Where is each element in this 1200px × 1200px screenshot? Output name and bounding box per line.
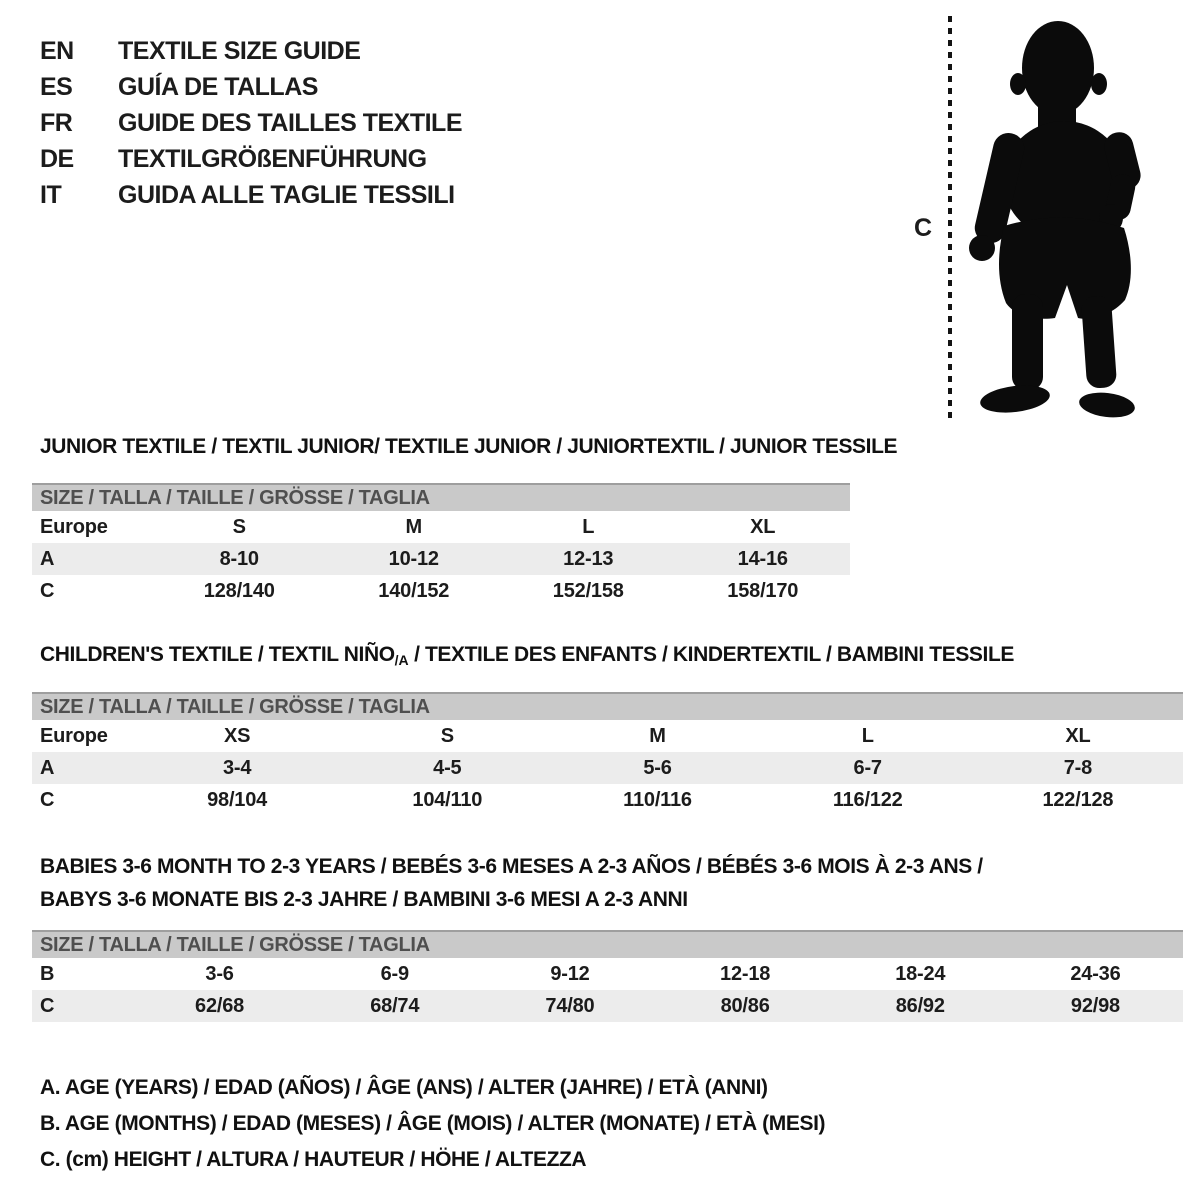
age-cell: 7-8 — [1063, 756, 1093, 779]
age-cell: 10-12 — [388, 547, 439, 570]
size-cell: M — [405, 515, 422, 538]
height-cell: 122/128 — [1042, 788, 1114, 811]
age-cell: 3-4 — [222, 756, 252, 779]
babies-section-title — [40, 850, 983, 916]
table-row-height — [32, 575, 850, 607]
legend-notes — [40, 1070, 825, 1178]
size-cell: XS — [223, 724, 251, 747]
language-row-de — [40, 141, 462, 177]
size-cell: XL — [750, 515, 776, 538]
height-cell: 98/104 — [207, 788, 268, 811]
guide-title-de: TEXTILGRÖßENFÜHRUNG — [118, 145, 427, 173]
height-cell: 74/80 — [545, 994, 595, 1017]
months-cell: 12-18 — [720, 962, 771, 985]
babies-title-line2: BABYS 3-6 MONATE BIS 2-3 JAHRE / BAMBINI 3-6 MESI A 2-3 ANNI — [40, 888, 688, 911]
height-measure-label: C — [914, 214, 932, 242]
height-cell: 80/86 — [720, 994, 770, 1017]
age-cell: 12-13 — [563, 547, 614, 570]
size-cell: S — [440, 724, 454, 747]
height-cell: 158/170 — [727, 579, 799, 602]
row-label: C — [40, 788, 55, 811]
months-cell: 6-9 — [380, 962, 409, 985]
children-title-suffix: / TEXTILE DES ENFANTS / KINDERTEXTIL / BAMBINI TESSILE — [408, 643, 1015, 666]
babies-title-line1: BABIES 3-6 MONTH TO 2-3 YEARS / BEBÉS 3-6 MESES A 2-3 AÑOS / BÉBÉS 3-6 MOIS À 2-3 ANS / — [40, 855, 983, 878]
height-cell: 152/158 — [552, 579, 624, 602]
row-label: Europe — [40, 515, 108, 538]
row-label: A — [40, 547, 55, 570]
size-header-bar: SIZE / TALLA / TAILLE / GRÖSSE / TAGLIA — [32, 483, 850, 511]
language-code: IT — [40, 181, 62, 209]
language-code: FR — [40, 109, 73, 137]
language-row-it — [40, 177, 462, 213]
note-height-cm: C. (cm) HEIGHT / ALTURA / HAUTEUR / HÖHE / ALTEZZA — [40, 1148, 587, 1171]
note-age-months: B. AGE (MONTHS) / EDAD (MESES) / ÂGE (MOIS) / ALTER (MONATE) / ETÀ (MESI) — [40, 1112, 826, 1135]
children-size-table — [32, 692, 1183, 816]
language-row-fr — [40, 105, 462, 141]
table-row-age — [32, 752, 1183, 784]
age-cell: 8-10 — [219, 547, 259, 570]
table-row-height — [32, 784, 1183, 816]
height-cell: 92/98 — [1070, 994, 1120, 1017]
language-title-block — [40, 33, 462, 213]
language-code: DE — [40, 145, 74, 173]
months-cell: 3-6 — [205, 962, 234, 985]
junior-section-title: JUNIOR TEXTILE / TEXTIL JUNIOR/ TEXTILE JUNIOR / JUNIORTEXTIL / JUNIOR TESSILE — [40, 435, 898, 458]
age-cell: 14-16 — [737, 547, 788, 570]
height-cell: 86/92 — [895, 994, 945, 1017]
months-cell: 18-24 — [895, 962, 946, 985]
table-row-europe — [32, 511, 850, 543]
size-cell: S — [232, 515, 246, 538]
toddler-silhouette-icon — [958, 16, 1142, 420]
children-title-subscript: /A — [394, 652, 409, 668]
age-cell: 5-6 — [643, 756, 672, 779]
babies-size-table — [32, 930, 1183, 1022]
children-section-title — [40, 643, 1014, 667]
size-cell: M — [649, 724, 666, 747]
row-label: A — [40, 756, 55, 779]
table-row-age — [32, 543, 850, 575]
height-cell: 68/74 — [370, 994, 420, 1017]
height-cell: 128/140 — [203, 579, 275, 602]
table-row-europe — [32, 720, 1183, 752]
language-row-en — [40, 33, 462, 69]
age-cell: 6-7 — [853, 756, 882, 779]
guide-title-es: GUÍA DE TALLAS — [118, 73, 318, 101]
guide-title-it: GUIDA ALLE TAGLIE TESSILI — [118, 181, 455, 209]
height-cell: 104/110 — [412, 788, 483, 811]
language-code: EN — [40, 37, 74, 65]
row-label: C — [40, 579, 55, 602]
size-cell: XL — [1065, 724, 1091, 747]
guide-title-en: TEXTILE SIZE GUIDE — [118, 37, 361, 65]
months-cell: 9-12 — [550, 962, 590, 985]
months-cell: 24-36 — [1070, 962, 1121, 985]
size-header-bar: SIZE / TALLA / TAILLE / GRÖSSE / TAGLIA — [32, 692, 1183, 720]
table-row-height — [32, 990, 1183, 1022]
language-row-es — [40, 69, 462, 105]
height-cell: 62/68 — [195, 994, 245, 1017]
row-label: Europe — [40, 724, 108, 747]
language-code: ES — [40, 73, 73, 101]
height-cell: 116/122 — [832, 788, 903, 811]
row-label: B — [40, 962, 55, 985]
table-row-months — [32, 958, 1183, 990]
junior-size-table — [32, 483, 850, 607]
row-label: C — [40, 994, 55, 1017]
note-age-years: A. AGE (YEARS) / EDAD (AÑOS) / ÂGE (ANS) / ALTER (JAHRE) / ETÀ (ANNI) — [40, 1076, 768, 1099]
size-cell: L — [582, 515, 595, 538]
age-cell: 4-5 — [433, 756, 462, 779]
size-header-bar: SIZE / TALLA / TAILLE / GRÖSSE / TAGLIA — [32, 930, 1183, 958]
children-title-prefix: CHILDREN'S TEXTILE / TEXTIL NIÑO — [40, 643, 395, 666]
size-cell: L — [861, 724, 874, 747]
height-dashed-line — [948, 16, 952, 418]
height-cell: 110/116 — [623, 788, 692, 811]
height-cell: 140/152 — [378, 579, 450, 602]
guide-title-fr: GUIDE DES TAILLES TEXTILE — [118, 109, 463, 137]
